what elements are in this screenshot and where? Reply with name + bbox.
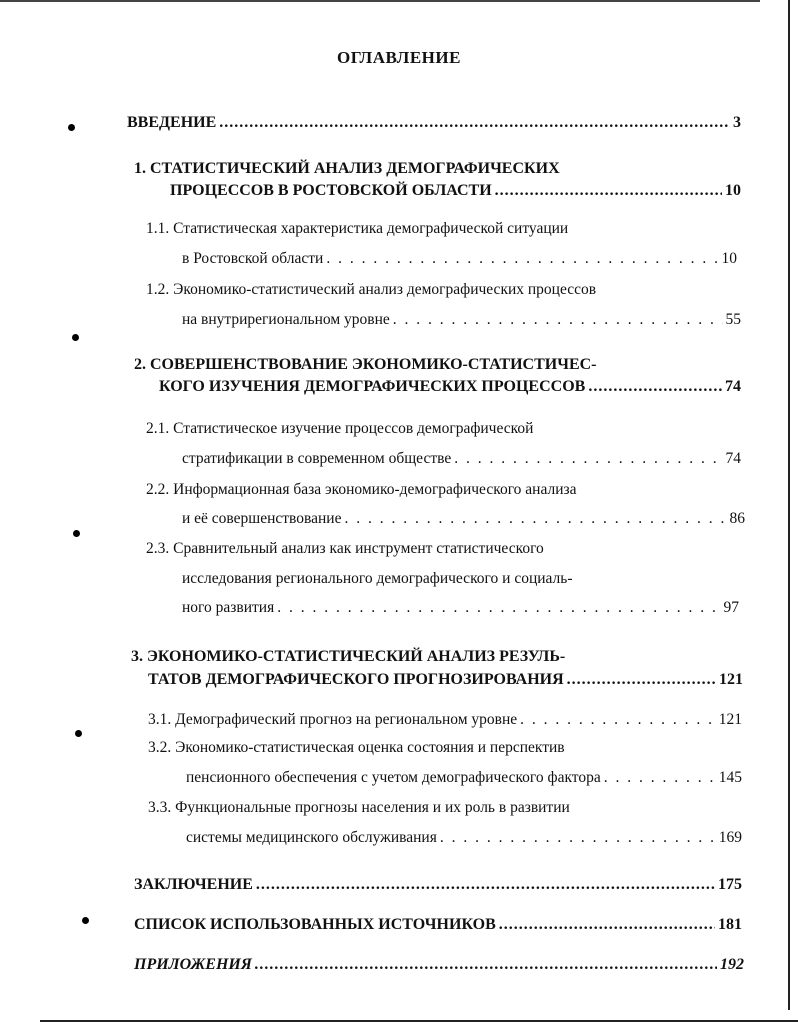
toc-section-3-2-title[interactable]: 3.2. Экономико-статистическая оценка состояния и перспектив	[148, 739, 565, 756]
toc-page-number: 181	[718, 916, 742, 933]
punch-hole-mark	[68, 124, 75, 131]
toc-page-number: 74	[725, 378, 741, 395]
leader-dots	[344, 510, 726, 528]
toc-chapter-1-title[interactable]: 1. СТАТИСТИЧЕСКИЙ АНАЛИЗ ДЕМОГРАФИЧЕСКИХ	[134, 160, 560, 177]
leader-dots	[604, 769, 716, 787]
toc-entry-label: на внутрирегиональном уровне	[182, 311, 390, 328]
toc-page-number: 74	[725, 450, 741, 467]
toc-page-number: 10	[725, 182, 741, 199]
toc-entry-section-3-1[interactable]	[148, 711, 742, 729]
toc-section-3-3-title[interactable]: 3.3. Функциональные прогнозы населения и их роль в развитии	[148, 799, 570, 816]
toc-entry-label: ПРИЛОЖЕНИЯ	[134, 956, 252, 973]
toc-section-1-1-title[interactable]: 1.1. Статистическая характеристика демографической ситуации	[146, 220, 569, 237]
punch-hole-mark	[82, 917, 89, 924]
toc-entry-label: ЗАКЛЮЧЕНИЕ	[134, 876, 253, 893]
toc-entry-label: ТАТОВ ДЕМОГРАФИЧЕСКОГО ПРОГНОЗИРОВАНИЯ	[148, 671, 564, 688]
toc-section-1-2-title[interactable]: 1.2. Экономико-статистический анализ демографических процессов	[146, 281, 597, 298]
toc-section-2-2-title[interactable]: 2.2. Информационная база экономико-демографического анализа	[146, 481, 577, 498]
leader-dots	[256, 876, 715, 894]
punch-hole-mark	[73, 530, 80, 537]
leader-dots	[219, 114, 730, 132]
toc-entry-section-2-2[interactable]	[182, 510, 745, 528]
toc-entry-section-2-3[interactable]	[182, 599, 739, 617]
toc-page-number: 86	[729, 510, 745, 527]
toc-entry-label: и её совершенствование	[182, 510, 342, 527]
toc-page-number: 10	[721, 250, 737, 267]
leader-dots	[520, 711, 716, 729]
punch-hole-mark	[72, 334, 79, 341]
toc-entry-section-2-1[interactable]	[182, 450, 741, 468]
toc-entry-section-3-3[interactable]	[186, 829, 742, 847]
toc-page-number: 169	[718, 829, 742, 846]
leader-dots	[326, 250, 718, 268]
toc-page-number: 121	[719, 671, 743, 688]
toc-entry-chapter-1[interactable]	[170, 182, 741, 200]
leader-dots	[277, 599, 720, 617]
toc-entry-label: системы медицинского обслуживания	[186, 829, 437, 846]
toc-entry-intro[interactable]	[127, 114, 741, 132]
toc-entry-sources[interactable]	[134, 916, 742, 934]
leader-dots	[393, 311, 723, 329]
toc-chapter-2-title[interactable]: 2. СОВЕРШЕНСТВОВАНИЕ ЭКОНОМИКО-СТАТИСТИЧЕС-	[134, 356, 597, 373]
toc-entry-label: ного развития	[182, 599, 275, 616]
toc-entry-chapter-3[interactable]	[148, 671, 743, 689]
scan-edge-bottom	[40, 1020, 798, 1022]
toc-entry-label: СПИСОК ИСПОЛЬЗОВАННЫХ ИСТОЧНИКОВ	[134, 916, 496, 933]
toc-page-number: 55	[725, 311, 741, 328]
punch-hole-mark	[75, 730, 82, 737]
leader-dots	[255, 956, 717, 974]
toc-entry-label: в Ростовской области	[182, 250, 324, 267]
toc-section-2-1-title[interactable]: 2.1. Статистическое изучение процессов демографической	[146, 420, 534, 437]
leader-dots	[567, 671, 716, 689]
toc-page-number: 97	[723, 599, 739, 616]
toc-entry-conclusion[interactable]	[134, 876, 742, 894]
leader-dots	[588, 378, 722, 396]
toc-entry-label: КОГО ИЗУЧЕНИЯ ДЕМОГРАФИЧЕСКИХ ПРОЦЕССОВ	[159, 378, 586, 395]
toc-entry-label: ВВЕДЕНИЕ	[127, 114, 217, 131]
toc-entry-label: 3.1. Демографический прогноз на региональном уровне	[148, 711, 518, 728]
scan-edge-right	[788, 0, 790, 1010]
toc-page-number: 192	[720, 956, 744, 973]
toc-entry-label: стратификации в современном обществе	[182, 450, 452, 467]
toc-section-2-3-title-cont: исследования регионального демографического и социаль-	[182, 570, 573, 587]
leader-dots	[440, 829, 716, 847]
toc-entry-section-1-1[interactable]	[182, 250, 737, 268]
scan-edge-top	[0, 0, 760, 2]
toc-page-number: 3	[733, 114, 741, 131]
toc-chapter-3-title[interactable]: 3. ЭКОНОМИКО-СТАТИСТИЧЕСКИЙ АНАЛИЗ РЕЗУЛЬ-	[131, 648, 566, 665]
toc-page-number: 145	[718, 769, 742, 786]
leader-dots	[499, 916, 715, 934]
leader-dots	[454, 450, 722, 468]
toc-entry-section-1-2[interactable]	[182, 311, 741, 329]
page-title: ОГЛАВЛЕНИЕ	[337, 48, 461, 67]
toc-page-number: 175	[718, 876, 742, 893]
leader-dots	[495, 182, 722, 200]
toc-entry-appendix[interactable]	[134, 956, 744, 974]
toc-section-2-3-title[interactable]: 2.3. Сравнительный анализ как инструмент статистического	[146, 540, 544, 557]
toc-entry-chapter-2[interactable]	[159, 378, 741, 396]
toc-entry-section-3-2[interactable]	[186, 769, 742, 787]
toc-entry-label: пенсионного обеспечения с учетом демографического фактора	[186, 769, 601, 786]
toc-page-number: 121	[718, 711, 742, 728]
toc-entry-label: ПРОЦЕССОВ В РОСТОВСКОЙ ОБЛАСТИ	[170, 182, 492, 199]
